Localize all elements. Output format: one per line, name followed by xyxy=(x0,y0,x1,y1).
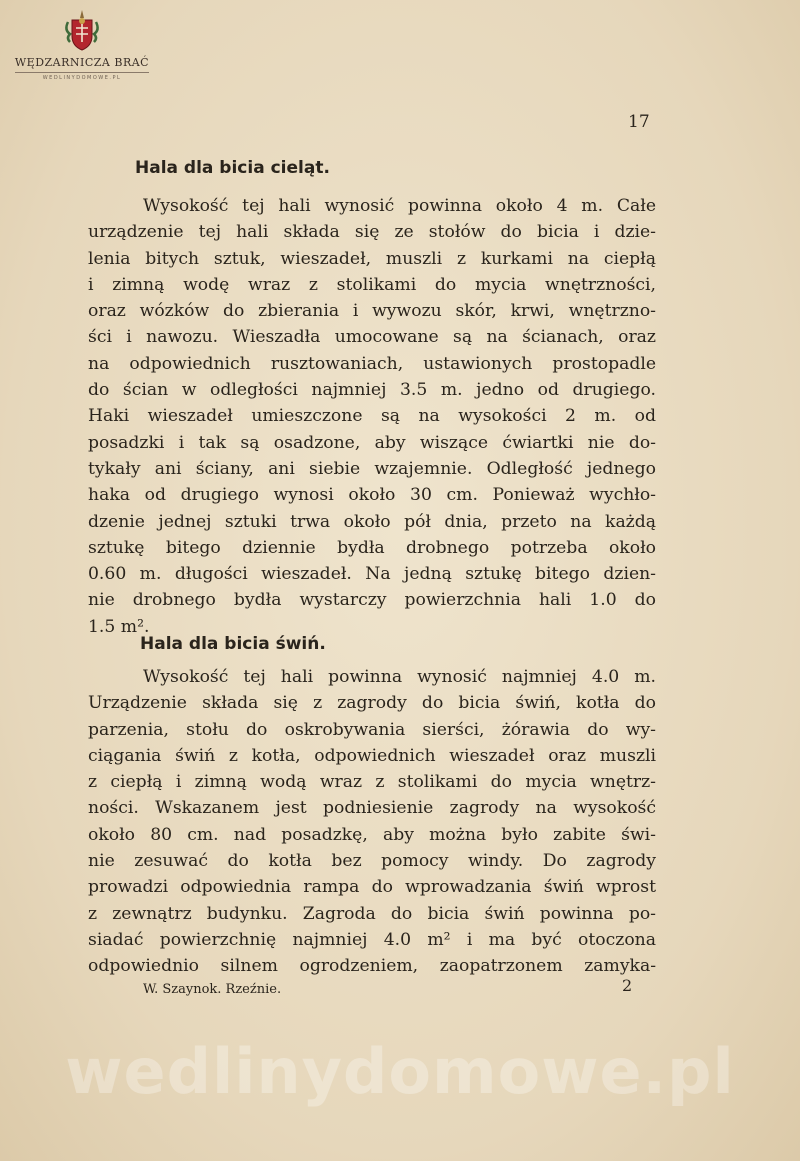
text-line: odpowiednio silnem ogrodzeniem, zaopatrzonem zamyka- xyxy=(88,956,656,977)
paragraph-calves xyxy=(88,193,656,640)
text-line: oraz wózków do zbierania i wywozu skór, krwi, wnętrzno- xyxy=(88,301,656,322)
text-line: 1.5 m². xyxy=(88,616,150,637)
text-line: lenia bitych sztuk, wieszadeł, muszli z kurkami na ciepłą xyxy=(88,248,656,269)
text-line: siadać powierzchnię najmniej 4.0 m² i ma być otoczona xyxy=(88,929,656,950)
text-line: ści i nawozu. Wieszadła umocowane są na ścianach, oraz xyxy=(88,327,656,348)
text-line: Wysokość tej hali powinna wynosić najmniej 4.0 m. xyxy=(143,667,656,687)
text-line: do ścian w odległości najmniej 3.5 m. jedno od drugiego. xyxy=(88,380,656,401)
signature-mark: 2 xyxy=(622,976,633,995)
section-heading-pigs: Hala dla bicia świń. xyxy=(140,634,326,654)
text-line: z ciepłą i zimną wodą wraz z stolikami do mycia wnętrz- xyxy=(88,772,656,793)
text-line: i zimną wodę wraz z stolikami do mycia wnętrzności, xyxy=(88,274,656,295)
text-line: 0.60 m. długości wieszadeł. Na jedną sztukę bitego dzien- xyxy=(88,564,656,585)
watermark: wedlinydomowe.pl xyxy=(65,1035,735,1108)
footer-author: W. Szaynok. Rzeźnie. xyxy=(143,982,282,997)
text-line: Haki wieszadeł umieszczone są na wysokości 2 m. od xyxy=(88,406,656,427)
text-line: haka od drugiego wynosi około 30 cm. Ponieważ wychło- xyxy=(88,485,656,506)
text-line: z zewnątrz budynku. Zagroda do bicia świń powinna po- xyxy=(88,903,656,924)
text-line: około 80 cm. nad posadzkę, aby można było zabite świ- xyxy=(88,824,656,845)
text-line: tykały ani ściany, ani siebie wzajemnie. Odległość jednego xyxy=(88,458,656,479)
site-logo[interactable] xyxy=(14,8,150,81)
text-line: prowadzi odpowiednia rampa do wprowadzania świń wprost xyxy=(88,877,656,898)
logo-url: WEDLINYDOMOWE.PL xyxy=(42,75,122,81)
text-line: nie drobnego bydła wystarczy powierzchnia hali 1.0 do xyxy=(88,590,656,611)
text-line: posadzki i tak są osadzone, aby wiszące ćwiartki nie do- xyxy=(88,432,656,453)
page-number: 17 xyxy=(628,112,650,132)
text-line: Urządzenie składa się z zagrody do bicia świń, kotła do xyxy=(88,693,656,714)
paragraph-pigs xyxy=(88,664,656,980)
crest-icon xyxy=(60,8,104,54)
text-line: sztukę bitego dziennie bydła drobnego potrzeba około xyxy=(88,537,656,558)
text-line: ciągania świń z kotła, odpowiednich wieszadeł oraz muszli xyxy=(88,745,656,766)
text-line: parzenia, stołu do oskrobywania sierści, żórawia do wy- xyxy=(88,719,656,740)
text-line: ności. Wskazanem jest podniesienie zagrody na wysokość xyxy=(88,798,656,819)
text-line: dzenie jednej sztuki trwa około pół dnia, przeto na każdą xyxy=(88,511,656,532)
logo-divider xyxy=(15,72,149,73)
text-line: nie zesuwać do kotła bez pomocy windy. Do zagrody xyxy=(88,851,656,872)
section-heading-calves: Hala dla bicia cieląt. xyxy=(135,158,330,178)
logo-name: WĘDZARNICZA BRAĆ xyxy=(14,56,150,69)
text-line: na odpowiednich rusztowaniach, ustawionych prostopadle xyxy=(88,353,656,374)
text-line: Wysokość tej hali wynosić powinna około 4 m. Całe xyxy=(143,196,656,216)
text-line: urządzenie tej hali składa się ze stołów do bicia i dzie- xyxy=(88,222,656,243)
